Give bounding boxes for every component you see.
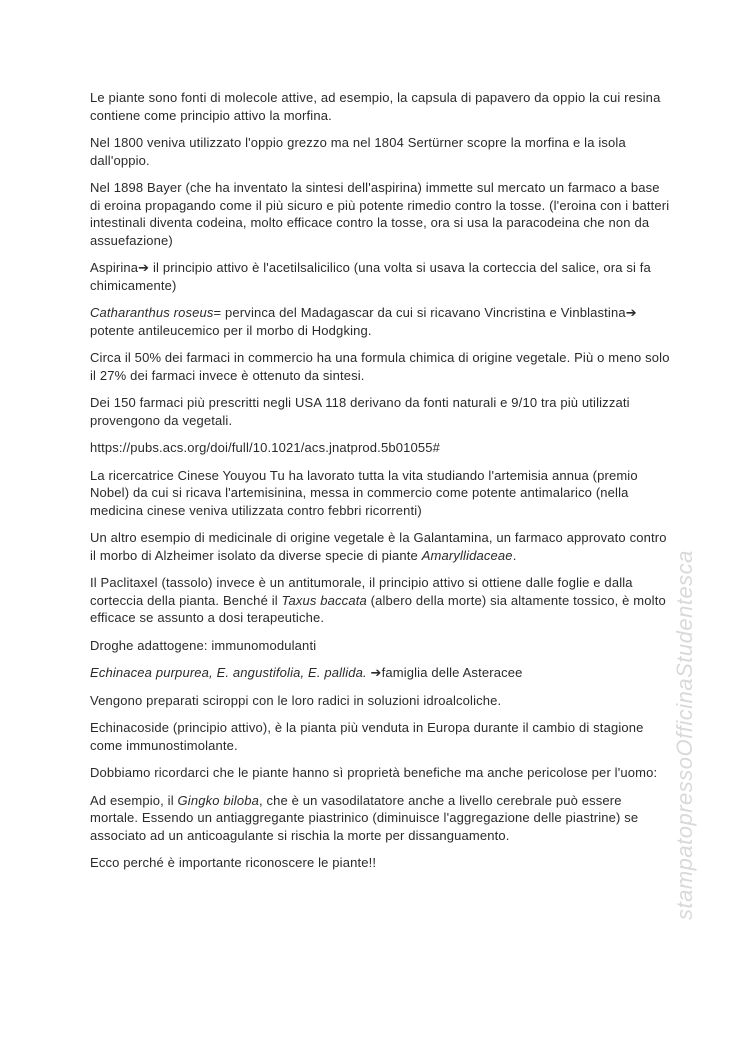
paragraph-p4 (90, 259, 670, 294)
arrow-right-icon: ➔ (370, 665, 382, 680)
document-body (90, 89, 670, 882)
paragraph-p13 (90, 664, 670, 682)
paragraph-text: Ecco perché è importante riconoscere le piante!! (90, 855, 377, 870)
italic-text: Amaryllidaceae (421, 547, 513, 563)
paragraph-p17 (90, 792, 670, 845)
paragraph-text: . (512, 547, 517, 563)
paragraph-text: Nel 1800 veniva utilizzato l'oppio grezzo ma nel 1804 Sertürner scopre la morfina e la isola dall'oppio. (90, 135, 626, 168)
paragraph-text: (albero della morte) sia altamente tossico, è molto efficace se assunto a dosi terapeutiche. (90, 592, 666, 625)
paragraph-p12 (90, 637, 670, 655)
paragraph-text: potente antileucemico per il morbo di Hodgking. (90, 322, 372, 338)
paragraph-text: Dei 150 farmaci più prescritti negli USA 118 derivano da fonti naturali e 9/10 tra più utilizzati provengono da vegetali. (90, 395, 630, 428)
paragraph-text: La ricercatrice Cinese Youyou Tu ha lavorato tutta la vita studiando l'artemisia annua (premio Nobel) da cui si ricava l'artemisinina, messa in commercio come potente antimalarico (nella medicina cinese veniva utilizzata contro febbri ricorrenti) (90, 467, 638, 518)
italic-text: Catharanthus roseus (90, 305, 214, 320)
paragraph-text: Echinacoside (principio attivo), è la pianta più venduta in Europa durante il cambio di stagione come immunostimolante. (90, 720, 644, 753)
paragraph-p15 (90, 719, 670, 754)
paragraph-p9 (90, 467, 670, 520)
paragraph-text: Un altro esempio di medicinale di origine vegetale è la Galantamina, un farmaco approvato contro il morbo di Alzheimer isolato da diverse specie di piante (90, 530, 667, 563)
paragraph-p11 (90, 574, 670, 627)
paragraph-p3 (90, 179, 670, 249)
arrow-right-icon: ➔ (138, 260, 150, 275)
paragraph-text: Droghe adattogene: immunomodulanti (90, 637, 317, 653)
arrow-right-icon: ➔ (625, 305, 637, 320)
paragraph-text: Dobbiamo ricordarci che le piante hanno sì proprietà benefiche ma anche pericolose per l'uomo: (90, 765, 658, 780)
paragraph-p10 (90, 529, 670, 564)
paragraph-text: Ad esempio, il (90, 792, 178, 808)
paragraph-p5 (90, 304, 670, 339)
paragraph-p14 (90, 692, 670, 710)
paragraph-text: = pervinca del Madagascar da cui si ricavano Vincristina e Vinblastina (213, 305, 626, 320)
paragraph-p6 (90, 349, 670, 384)
paragraph-p2 (90, 134, 670, 169)
paragraph-text: , che è un vasodilatatore anche a livello cerebrale può essere mortale. Essendo un antiaggregante piastrinico (diminuisce l'aggregazione delle piastrine) se associato ad un anticoagulante si rischia la morte per dissanguamento. (90, 792, 639, 843)
paragraph-text: Le piante sono fonti di molecole attive, ad esempio, la capsula di papavero da oppio la cui resina contiene come principio attivo la morfina. (90, 90, 661, 123)
paragraph-p7 (90, 394, 670, 429)
paragraph-text: Aspirina (90, 260, 139, 275)
paragraph-p18 (90, 854, 670, 872)
paragraph-text: il principio attivo è l'acetilsalicilico (una volta si usava la corteccia del salice, ora si fa chimicamente) (90, 260, 651, 293)
paragraph-text: Vengono preparati sciroppi con le loro radici in soluzioni idroalcoliche. (90, 692, 502, 708)
paragraph-text: https://pubs.acs.org/doi/full/10.1021/acs.jnatprod.5b01055# (90, 440, 440, 455)
paragraph-text: Circa il 50% dei farmaci in commercio ha una formula chimica di origine vegetale. Più o meno solo il 27% dei farmaci invece è ottenuto da sintesi. (90, 350, 670, 383)
italic-text: Taxus baccata (281, 592, 367, 608)
paragraph-p8 (90, 439, 670, 457)
paragraph-text: Nel 1898 Bayer (che ha inventato la sintesi dell'aspirina) immette sul mercato un farmaco a base di eroina propagando come il più sicuro e più potente rimedio contro la tosse. (l'eroina con i batteri intestinali diventa codeina, molto efficace contro la tosse, ora si usa la paracodeina che non da assuefazione) (90, 180, 670, 248)
paragraph-text: Il Paclitaxel (tassolo) invece è un antitumorale, il principio attivo si ottiene dalle foglie e dalla corteccia della pianta. Benché il (90, 575, 633, 608)
print-watermark: stampatopressoOfficinaStudentesca (672, 550, 697, 920)
italic-text: Gingko biloba (177, 792, 259, 808)
paragraph-text: famiglia delle Asteracee (381, 665, 523, 680)
italic-text: Echinacea purpurea, E. angustifolia, E. pallida. (90, 665, 367, 680)
paragraph-p16 (90, 764, 670, 782)
paragraph-p1 (90, 89, 670, 124)
